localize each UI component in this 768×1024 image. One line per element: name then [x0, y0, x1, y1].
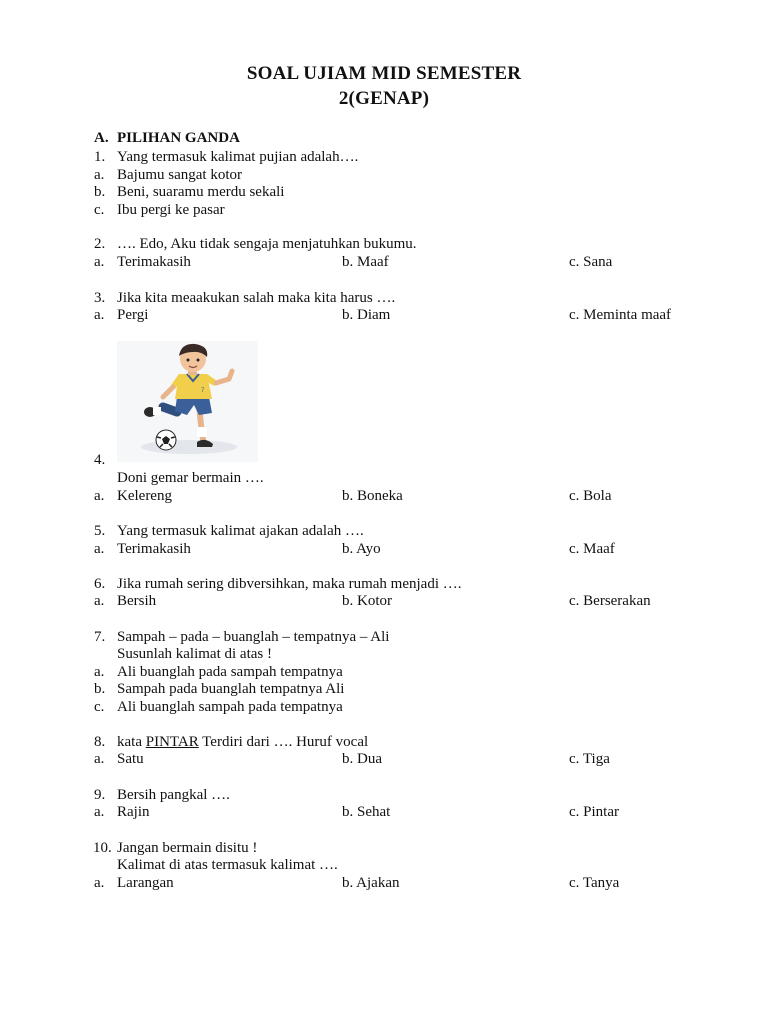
- question-number: 10.: [93, 840, 112, 856]
- section-heading: [0, 129, 768, 147]
- option-b-text: b. Ajakan: [342, 875, 400, 891]
- question-text: [117, 733, 368, 751]
- question-number: 1.: [94, 149, 106, 165]
- question-text: Sampah – pada – buanglah – tempatnya – Ali: [117, 629, 390, 645]
- option-b-text: b. Maaf: [342, 254, 389, 270]
- question-text: Jangan bermain disitu !: [117, 840, 258, 856]
- q4-options: [0, 487, 768, 505]
- option-letter: a.: [94, 541, 105, 557]
- question-number: 6.: [94, 576, 106, 592]
- q6-options: [0, 592, 768, 610]
- q10-options: [0, 874, 768, 892]
- section-label: A.: [94, 130, 109, 146]
- question-4: [0, 469, 768, 487]
- question-text: Bersih pangkal ….: [117, 787, 230, 803]
- question-4-number-line: [0, 451, 768, 469]
- option-b-text: b. Dua: [342, 751, 382, 767]
- option-letter: b.: [94, 184, 106, 200]
- boy-playing-soccer-illustration: [117, 341, 258, 462]
- q1-option-b: [0, 183, 768, 201]
- question-text: Doni gemar bermain ….: [117, 470, 264, 486]
- option-c-text: c. Meminta maaf: [569, 307, 672, 323]
- question-5: [0, 522, 768, 540]
- option-c-text: c. Maaf: [569, 541, 615, 557]
- question-text-prefix: kata: [117, 734, 146, 750]
- option-c-text: c. Tanya: [569, 875, 620, 891]
- question-text-2: Kalimat di atas termasuk kalimat ….: [117, 857, 338, 873]
- option-a-text: Kelereng: [117, 488, 172, 504]
- q2-options: [0, 253, 768, 271]
- option-c-text: c. Sana: [569, 254, 613, 270]
- page-title-line2: 2(GENAP): [338, 88, 430, 109]
- option-b-text: b. Sehat: [342, 804, 391, 820]
- option-letter: a.: [94, 751, 105, 767]
- option-a-text: Bersih: [117, 593, 157, 609]
- question-number: 8.: [94, 734, 106, 750]
- option-text: Beni, suaramu merdu sekali: [117, 184, 285, 200]
- q1-option-c: [0, 201, 768, 219]
- option-c-text: c. Berserakan: [569, 593, 651, 609]
- option-c-text: c. Bola: [569, 488, 612, 504]
- option-letter: a.: [94, 167, 105, 183]
- q9-options: [0, 803, 768, 821]
- option-letter: b.: [94, 681, 106, 697]
- question-6: [0, 575, 768, 593]
- question-number: 5.: [94, 523, 106, 539]
- option-letter: c.: [94, 202, 105, 218]
- question-number: 4.: [94, 452, 106, 468]
- q7-option-b: [0, 680, 768, 698]
- question-text-2: Susunlah kalimat di atas !: [117, 646, 272, 662]
- question-text: Yang termasuk kalimat pujian adalah….: [117, 149, 359, 165]
- question-8: [0, 733, 768, 751]
- svg-text:7: 7: [201, 388, 205, 394]
- option-text: Ibu pergi ke pasar: [117, 202, 225, 218]
- question-text: Jika kita meaakukan salah maka kita harus ….: [117, 290, 396, 306]
- option-letter: a.: [94, 488, 105, 504]
- option-b-text: b. Ayo: [342, 541, 381, 557]
- option-text: Ali buanglah sampah pada tempatnya: [117, 699, 343, 715]
- option-letter: c.: [94, 699, 105, 715]
- q8-options: [0, 750, 768, 768]
- question-9: [0, 786, 768, 804]
- question-number: 2.: [94, 236, 106, 252]
- option-text: Sampah pada buanglah tempatnya Ali: [117, 681, 345, 697]
- question-7: [0, 628, 768, 646]
- underlined-word: PINTAR: [145, 734, 199, 750]
- option-letter: a.: [94, 593, 105, 609]
- question-text: Yang termasuk kalimat ajakan adalah ….: [117, 523, 364, 539]
- option-b-text: b. Boneka: [342, 488, 403, 504]
- question-10-line-2: [0, 856, 768, 874]
- question-number: 7.: [94, 629, 106, 645]
- option-text: Bajumu sangat kotor: [117, 167, 242, 183]
- q3-options: [0, 306, 768, 324]
- option-b-text: b. Diam: [342, 307, 391, 323]
- option-c-text: c. Pintar: [569, 804, 619, 820]
- q7-option-a: [0, 663, 768, 681]
- option-a-text: Pergi: [117, 307, 149, 323]
- option-c-text: c. Tiga: [569, 751, 610, 767]
- option-letter: a.: [94, 804, 105, 820]
- option-letter: a.: [94, 875, 105, 891]
- question-number: 3.: [94, 290, 106, 306]
- q7-option-c: [0, 698, 768, 716]
- question-text-suffix: Terdiri dari …. Huruf vocal: [198, 734, 369, 750]
- page-title-line1: SOAL UJIAM MID SEMESTER: [246, 63, 522, 84]
- q5-options: [0, 540, 768, 558]
- question-3: [0, 289, 768, 307]
- option-letter: a.: [94, 307, 105, 323]
- option-b-text: b. Kotor: [342, 593, 392, 609]
- option-a-text: Satu: [117, 751, 144, 767]
- option-a-text: Terimakasih: [117, 254, 191, 270]
- option-letter: a.: [94, 664, 105, 680]
- option-a-text: Terimakasih: [117, 541, 191, 557]
- option-a-text: Larangan: [117, 875, 174, 891]
- question-text: …. Edo, Aku tidak sengaja menjatuhkan bukumu.: [117, 236, 417, 252]
- question-7-instruction: [0, 645, 768, 663]
- question-number: 9.: [94, 787, 106, 803]
- option-a-text: Rajin: [117, 804, 150, 820]
- option-text: Ali buanglah pada sampah tempatnya: [117, 664, 343, 680]
- question-1: [0, 148, 768, 166]
- question-10: [0, 839, 768, 857]
- soccer-boy-icon: [117, 341, 258, 462]
- question-2: [0, 235, 768, 253]
- option-letter: a.: [94, 254, 105, 270]
- section-title: PILIHAN GANDA: [117, 130, 240, 146]
- q1-option-a: [0, 166, 768, 184]
- question-text: Jika rumah sering dibversihkan, maka rumah menjadi ….: [117, 576, 462, 592]
